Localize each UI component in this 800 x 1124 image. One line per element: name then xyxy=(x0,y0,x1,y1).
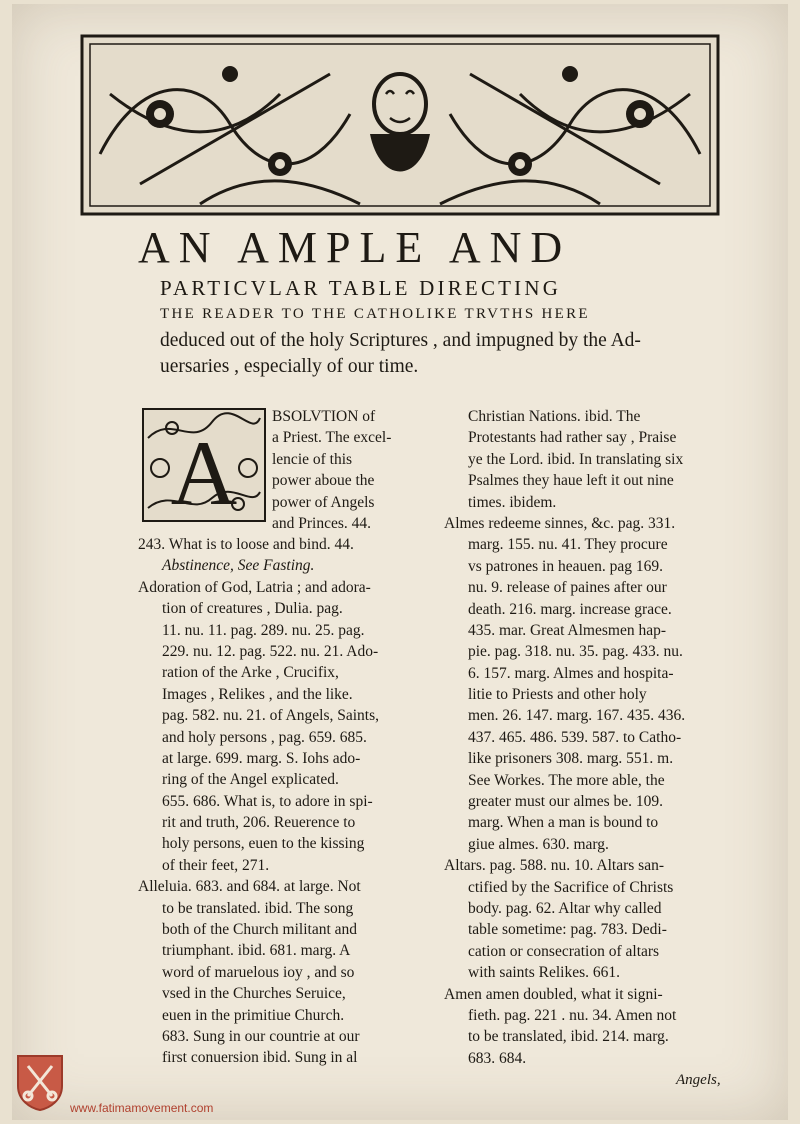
watermark-url-link[interactable]: www.fatimamovement.com xyxy=(70,1101,214,1115)
text-line: first conuersion ibid. Sung in al xyxy=(162,1049,358,1067)
text-line: euen in the primitiue Church. xyxy=(162,1006,345,1024)
text-line: vsed in the Churches Seruice, xyxy=(162,985,346,1003)
text-line: of their feet, 271. xyxy=(162,856,270,874)
text-line: death. 216. marg. increase grace. xyxy=(468,600,672,618)
title-line-2: PARTICVLAR TABLE DIRECTING xyxy=(160,276,562,300)
text-line: cation or consecration of altars xyxy=(468,942,660,960)
text-line: 11. nu. 11. pag. 289. nu. 25. pag. xyxy=(162,621,365,639)
text-line: and Princes. 44. xyxy=(272,514,372,532)
text-line: with saints Relikes. 661. xyxy=(468,964,620,982)
intro-line-1: deduced out of the holy Scriptures , and impugned by the Ad- xyxy=(160,330,641,351)
text-line: ctified by the Sacrifice of Christs xyxy=(468,878,674,896)
text-line: like prisoners 308. marg. 551. m. xyxy=(468,750,674,768)
text-line: power of Angels xyxy=(272,493,375,511)
text-line: BSOLVTION of xyxy=(272,408,376,425)
index-entry-heading: Altars. pag. 588. nu. 10. Altars san- xyxy=(444,857,664,875)
text-line: tion of creatures , Dulia. pag. xyxy=(162,600,343,618)
text-line: fieth. pag. 221 . nu. 34. Amen not xyxy=(468,1006,677,1024)
text-line: 6. 157. marg. Almes and hospita- xyxy=(468,664,674,682)
text-line: to be translated, ibid. 214. marg. xyxy=(468,1028,669,1046)
intro-line-2: uersaries , especially of our time. xyxy=(160,356,419,377)
text-line: 243. What is to loose and bind. 44. xyxy=(138,536,354,553)
text-line: pie. pag. 318. nu. 35. pag. 433. nu. xyxy=(468,643,683,661)
title-line-1: AN AMPLE AND xyxy=(138,223,572,272)
text-line: Images , Relikes , and the like. xyxy=(162,685,353,703)
index-entry-heading: Alleluia. 683. and 684. at large. Not xyxy=(138,878,361,896)
index-entry-heading: Adoration of God, Latria ; and adora- xyxy=(138,578,371,596)
text-line: table sometime: pag. 783. Dedi- xyxy=(468,921,667,939)
left-column xyxy=(138,534,434,1069)
text-line: men. 26. 147. marg. 167. 435. 436. xyxy=(468,707,686,725)
text-line: body. pag. 62. Altar why called xyxy=(468,899,662,917)
text-line: 229. nu. 12. pag. 522. nu. 21. Ado- xyxy=(162,642,379,660)
title-line-3: THE READER TO THE CATHOLIKE TRVTHS HERE xyxy=(160,306,590,322)
text-line: Christian Nations. ibid. The xyxy=(468,408,641,425)
text-line: word of maruelous ioy , and so xyxy=(162,963,355,981)
decorated-initial xyxy=(142,408,266,522)
text-line: lencie of this xyxy=(272,450,353,468)
text-line: pag. 582. nu. 21. of Angels, Saints, xyxy=(162,707,379,725)
index-entry-heading: Almes redeeme sinnes, &c. pag. 331. xyxy=(444,514,676,532)
text-line: Protestants had rather say , Praise xyxy=(468,429,677,447)
text-line: marg. 155. nu. 41. They procure xyxy=(468,536,668,554)
text-line: ye the Lord. ibid. In translating six xyxy=(468,450,684,468)
svg-text:A: A xyxy=(170,422,238,522)
text-line: ration of the Arke , Crucifix, xyxy=(162,664,339,682)
text-line: 683. 684. xyxy=(468,1049,527,1067)
text-line: nu. 9. release of paines after our xyxy=(468,579,667,597)
index-entry-heading: Amen amen doubled, what it signi- xyxy=(444,985,663,1003)
text-line: 655. 686. What is, to adore in spi- xyxy=(162,792,373,810)
text-line: 683. Sung in our countrie at our xyxy=(162,1027,360,1045)
catchword: Angels, xyxy=(676,1072,721,1088)
text-line: a Priest. The excel- xyxy=(272,429,392,447)
index-entry-heading: Abstinence, See Fasting. xyxy=(162,557,315,575)
ornamental-headpiece xyxy=(80,34,720,216)
right-column xyxy=(444,406,740,1069)
text-line: times. ibidem. xyxy=(468,493,557,511)
text-line: greater must our almes be. 109. xyxy=(468,793,663,811)
text-line: at large. 699. marg. S. Iohs ado- xyxy=(162,749,361,767)
left-column-top xyxy=(272,406,432,534)
text-line: ring of the Angel explicated. xyxy=(162,771,339,789)
text-line: vs patrones in heauen. pag 169. xyxy=(468,557,663,575)
text-line: See Workes. The more able, the xyxy=(468,771,665,789)
text-line: rit and truth, 206. Reuerence to xyxy=(162,814,356,832)
text-line: litie to Priests and other holy xyxy=(468,686,647,704)
papal-keys-logo-icon xyxy=(14,1052,66,1112)
text-line: marg. When a man is bound to xyxy=(468,814,659,832)
text-line: both of the Church militant and xyxy=(162,921,358,939)
text-line: Psalmes they haue left it out nine xyxy=(468,472,674,490)
text-line: giue almes. 630. marg. xyxy=(468,835,609,853)
text-line: power aboue the xyxy=(272,472,375,490)
text-line: holy persons, euen to the kissing xyxy=(162,835,365,853)
text-line: 437. 465. 486. 539. 587. to Catho- xyxy=(468,728,682,746)
text-line: triumphant. ibid. 681. marg. A xyxy=(162,942,351,960)
text-line: and holy persons , pag. 659. 685. xyxy=(162,728,367,746)
text-line: 435. mar. Great Almesmen hap- xyxy=(468,621,667,639)
text-line: to be translated. ibid. The song xyxy=(162,899,354,917)
